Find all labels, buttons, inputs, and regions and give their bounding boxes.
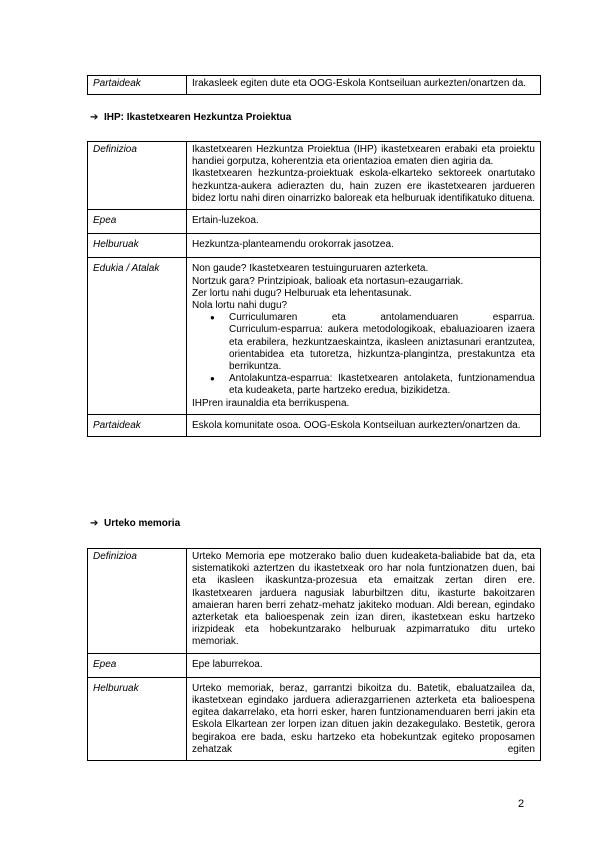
arrow-icon: ➔ [90,518,99,529]
list-item [229,373,535,397]
row-value-epea: Ertain-luzekoa. [187,210,541,234]
row-value-helburuak: Urteko memoriak, beraz, garrantzi bikoitza du. Batetik, ebaluatzailea da, ikastetxean egindako jarduera adierazgarrienen azterketa eta balioespena egitea dakarrelako, eta horri esker, haren funtzionamenduaren berri jakin eta Eskola Elkartean zer lorpen izan dituen jakin dezakegulako. Bestetik, gerora begirakoa ere bada, esku hartzeko eta hobekuntzak egiteko proposamen zehatzak egiten [187,677,541,760]
list-item [229,312,535,373]
row-label-helburuak: Helburuak [88,234,187,258]
row-label-partaideak: Partaideak [88,76,187,95]
table-row [88,234,541,258]
edukia-closing: IHPren iraunaldia eta berrikuspena. [192,397,350,409]
row-value-definizioa [187,142,541,210]
table-row [88,653,541,677]
edukia-line: Non gaude? Ikastetxearen testuinguruaren azterketa. [192,263,429,275]
row-label-helburuak: Helburuak [88,677,187,760]
definizioa-paragraph-1: Ikastetxearen Hezkuntza Proiektua (IHP) ikastetxearen erabaki eta proiektu handiei gorputza, koherentzia eta orientazioa ematen dien agiria da. [192,144,535,168]
section-title-urteko-memoria: Urteko memoria [104,518,181,529]
table-row [88,76,541,95]
arrow-icon: ➔ [90,112,99,123]
table-urteko-memoria [87,548,541,761]
definizioa-paragraph-2: Ikastetxearen hezkuntza-proiektuak eskola-elkarteko sektoreek onartutako hezkuntza-aukera adierazten du, hain zuzen ere ikastetxearen jardueren bidez lortu nahi diren oinarrizko baloreak eta helburuak identifikatuko dituena. [192,168,535,204]
edukia-line: Nola lortu nahi dugu? [192,300,288,312]
row-value-partaideak: Irakasleek egiten dute eta OOG-Eskola Kontseiluan aurkezten/onartzen da. [187,76,541,95]
edukia-line: Nortzuk gara? Printzipioak, balioak eta nortasun-ezaugarriak. [192,275,464,287]
table-row [88,677,541,760]
section-heading-urteko-memoria [90,518,180,530]
row-value-helburuak: Hezkuntza-planteamendu orokorrak jasotzea. [187,234,541,258]
row-value-partaideak: Eskola komunitate osoa. OOG-Eskola Kontseiluan aurkezten/onartzen da. [187,414,541,436]
table-ihp [87,141,541,437]
table-row [88,258,541,414]
row-label-epea: Epea [88,653,187,677]
bullet-body: Curriculum-esparrua: aukera metodologikoak, ebaluazioaren izaera eta erabilera, hezkuntzaeskaintza, ikasleen aniztasunari erantzutea, orientabidea eta tutoretza, hizkuntza-plangintza, prestakuntza eta berrikuntza. [229,324,535,373]
page-number: 2 [518,798,525,810]
section-heading-ihp [90,112,291,124]
row-label-epea: Epea [88,210,187,234]
table-row [88,549,541,654]
table-row [88,210,541,234]
table-row [88,142,541,210]
table-row [88,414,541,436]
bullet-title: ● Curriculumaren eta antolamenduaren esparrua. [229,312,535,324]
row-value-edukia [187,258,541,414]
table-partaideak-continuation [87,75,541,95]
edukia-line: Zer lortu nahi dugu? Helburuak eta lehentasunak. [192,287,412,299]
row-value-definizioa: Urteko Memoria epe motzerako balio duen kudeaketa-baliabide bat da, eta sistematikoki aztertzen du ikastetxeak oro har nola funtzionatzen duen, bai eta ikasleen ikaskuntza-prozesua eta emaitzak zertan diren ere. Ikastetxearen jarduera nagusiak laburbiltzen ditu, ikasturte bakoitzaren amaieran haren berri zehatz-mehatz jakiteko moduan. Aldi berean, egindako azterketak eta balioespenak zein izan diren, ikastetxean esku hartzeko irizpideak eta hobekuntzarako helburuak azpimarratuko ditu urteko memoriak. [187,549,541,654]
bullet-title: ● Antolakuntza-esparrua: Ikastetxearen antolaketa, funtzionamendua eta kudeaketa, parte hartzeko eredua, bizikidetza. [229,373,535,397]
row-label-definizioa: Definizioa [88,549,187,654]
row-label-definizioa: Definizioa [88,142,187,210]
row-label-edukia: Edukia / Atalak [88,258,187,414]
edukia-bullet-list [192,312,535,397]
section-title-ihp: IHP: Ikastetxearen Hezkuntza Proiektua [104,112,292,123]
row-label-partaideak: Partaideak [88,414,187,436]
row-value-epea: Epe laburrekoa. [187,653,541,677]
